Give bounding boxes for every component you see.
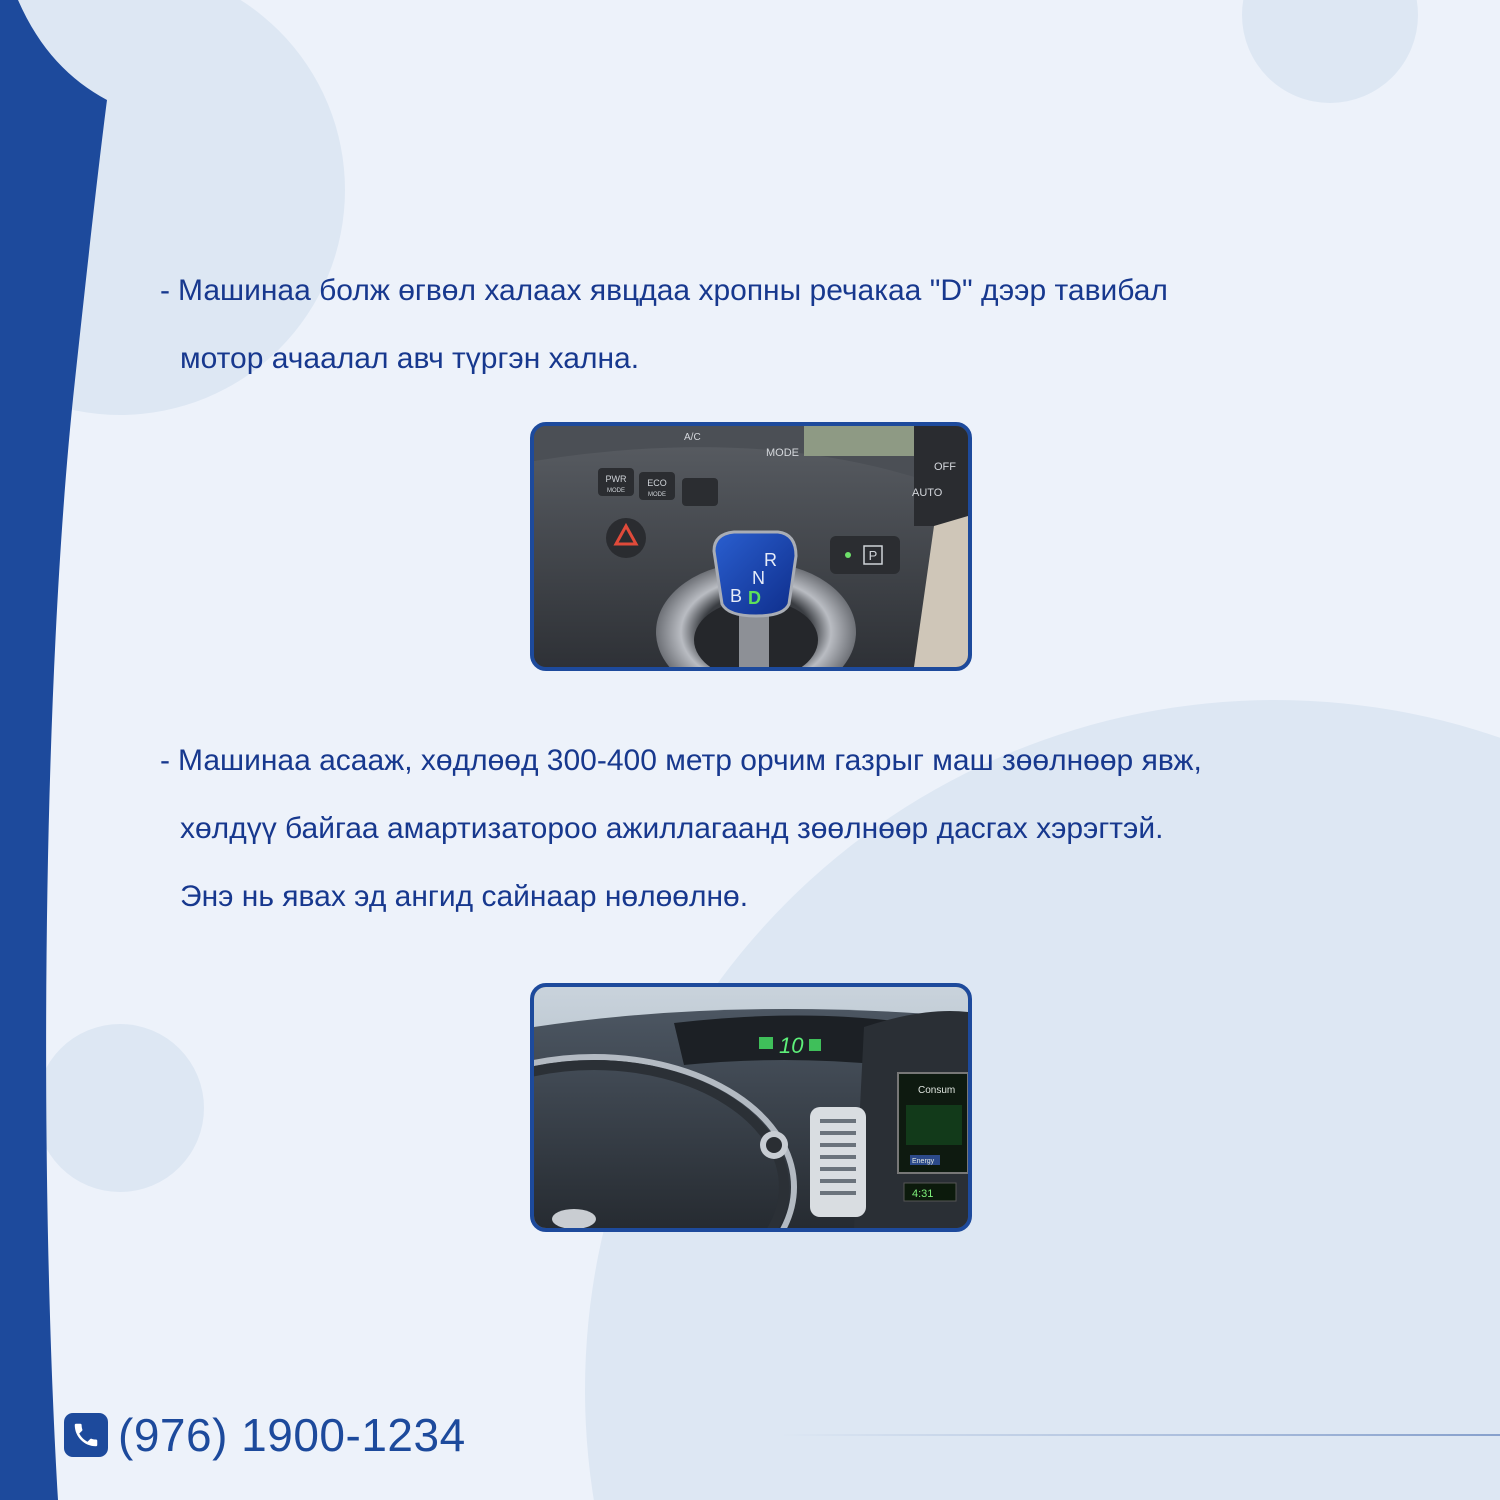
- footer-divider: [780, 1434, 1500, 1436]
- clock-display: 4:31: [912, 1188, 934, 1200]
- bg-circle-bottom-left: [36, 1024, 204, 1192]
- dashboard-illustration: [534, 987, 968, 1228]
- instruction-paragraph-2: [160, 727, 1202, 931]
- phone-number[interactable]: (976) 1900-1234: [118, 1409, 466, 1461]
- paragraph-1-line-1: [160, 257, 1168, 325]
- eco-label: ECO: [647, 478, 667, 488]
- mode-label: MODE: [766, 447, 799, 459]
- bullet-dash: -: [160, 744, 170, 777]
- phone-icon: [64, 1413, 108, 1457]
- paragraph-2-line-1: [160, 727, 1202, 795]
- bg-circle-top-right: [1242, 0, 1418, 103]
- paragraph-1-line-1-text: Машинаа болж өгвөл халаах явцдаа хропны речакаа "D" дээр тавибал: [178, 274, 1168, 307]
- dashboard-photo: [530, 983, 972, 1232]
- bullet-dash: -: [160, 274, 170, 307]
- gear-r-label: R: [764, 550, 777, 570]
- gear-d-label: D: [748, 588, 761, 608]
- auto-label: AUTO: [912, 487, 943, 499]
- paragraph-1-line-2: мотор ачаалал авч түргэн хална.: [180, 342, 640, 375]
- park-label: P: [868, 548, 878, 563]
- eco-sub-label: MODE: [648, 492, 666, 498]
- contact-phone[interactable]: [64, 1408, 466, 1462]
- energy-label: Energy: [912, 1158, 935, 1165]
- instruction-paragraph-1: [160, 257, 1168, 393]
- speed-display: 10: [779, 1033, 804, 1058]
- fan-off-label: OFF: [934, 461, 956, 473]
- paragraph-2-line-3: Энэ нь явах эд ангид сайнаар нөлөөлнө.: [180, 880, 749, 913]
- pwr-label: PWR: [605, 474, 627, 484]
- paragraph-2-line-2: хөлдүү байгаа амартизатороо ажиллагаанд зөөлнөөр дасгах хэрэгтэй.: [180, 812, 1164, 845]
- pwr-sub-label: MODE: [607, 488, 625, 494]
- consumption-label: Consum: [918, 1085, 956, 1096]
- paragraph-2-line-1-text: Машинаа асааж, хөдлөөд 300-400 метр орчим газрыг маш зөөлнөөр явж,: [178, 744, 1202, 777]
- gear-n-label: N: [752, 568, 765, 588]
- ac-label: A/C: [684, 432, 701, 443]
- gear-shifter-illustration: [534, 426, 968, 667]
- gear-shifter-photo: [530, 422, 972, 671]
- blue-side-band: [0, 0, 107, 1500]
- gear-b-label: B: [730, 586, 743, 606]
